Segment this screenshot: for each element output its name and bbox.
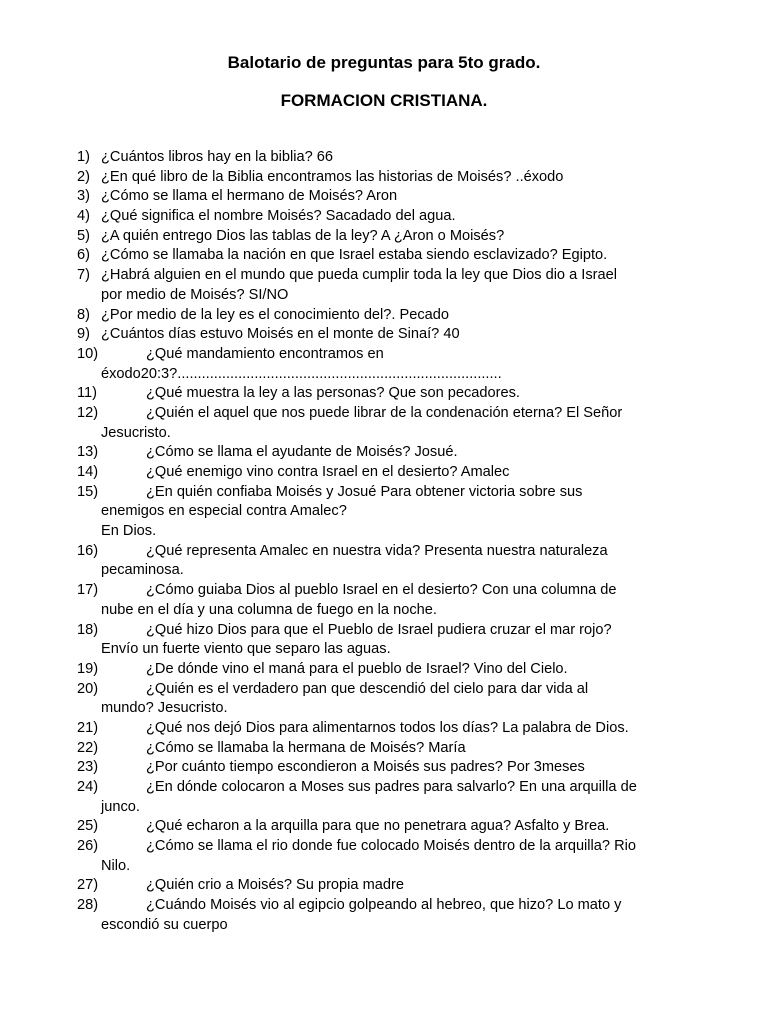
- question-item: [0, 148, 768, 168]
- question-number: 7): [77, 267, 90, 284]
- question-text-continuation: enemigos en especial contra Amalec?: [101, 503, 347, 520]
- question-number: 9): [77, 326, 90, 343]
- question-text: ¿Qué hizo Dios para que el Pueblo de Israel pudiera cruzar el mar rojo?: [146, 621, 612, 638]
- question-number: 10): [77, 345, 99, 362]
- question-number: 4): [77, 208, 90, 225]
- document-title: Balotario de preguntas para 5to grado.: [227, 53, 541, 72]
- question-text-continuation: En Dios.: [101, 523, 157, 540]
- question-number: 22): [77, 739, 99, 756]
- question-item: [0, 581, 768, 620]
- question-item: [0, 837, 768, 876]
- question-text: ¿Cómo guiaba Dios al pueblo Israel en el desierto? Con una columna de: [146, 582, 617, 599]
- question-item: [0, 384, 768, 404]
- question-item: [0, 542, 768, 581]
- question-text: ¿Quién el aquel que nos puede librar de la condenación eterna? El Señor: [146, 404, 623, 421]
- question-number: 11): [77, 385, 98, 402]
- question-text: ¿Qué mandamiento encontramos en: [146, 345, 384, 362]
- question-text: ¿Cómo se llamaba la hermana de Moisés? María: [146, 739, 466, 756]
- question-text: ¿A quién entrego Dios las tablas de la ley? A ¿Aron o Moisés?: [101, 227, 505, 244]
- question-item: [0, 207, 768, 227]
- question-item: [0, 876, 768, 896]
- question-item: [0, 306, 768, 326]
- question-item: [0, 246, 768, 266]
- question-item: [0, 404, 768, 443]
- question-number: 12): [77, 404, 99, 421]
- question-text-continuation: pecaminosa.: [101, 562, 184, 579]
- question-item: [0, 227, 768, 247]
- question-text-continuation: junco.: [101, 798, 140, 815]
- question-number: 21): [77, 719, 99, 736]
- question-text: ¿Cómo se llama el ayudante de Moisés? Josué.: [146, 444, 458, 461]
- question-item: [0, 483, 768, 542]
- question-item: [0, 660, 768, 680]
- question-number: 23): [77, 759, 99, 776]
- question-number: 6): [77, 247, 90, 264]
- question-text: ¿Quién crio a Moisés? Su propia madre: [146, 877, 404, 894]
- question-item: [0, 266, 768, 305]
- question-number: 27): [77, 877, 99, 894]
- question-text: ¿Qué significa el nombre Moisés? Sacadado del agua.: [101, 208, 456, 225]
- question-text: ¿Cuántos días estuvo Moisés en el monte de Sinaí? 40: [101, 326, 460, 343]
- question-text: ¿En qué libro de la Biblia encontramos las historias de Moisés? ..éxodo: [101, 168, 564, 185]
- question-number: 13): [77, 444, 99, 461]
- question-item: [0, 817, 768, 837]
- question-item: [0, 758, 768, 778]
- question-text: ¿Cómo se llama el hermano de Moisés? Aron: [101, 188, 398, 205]
- question-text-continuation: Jesucristo.: [101, 424, 171, 441]
- question-text: ¿Cuántos libros hay en la biblia? 66: [101, 149, 334, 165]
- question-number: 25): [77, 818, 99, 835]
- question-number: 16): [77, 542, 99, 559]
- question-text: ¿Qué enemigo vino contra Israel en el desierto? Amalec: [146, 464, 510, 480]
- document-subtitle: FORMACION CRISTIANA.: [280, 91, 488, 110]
- question-text: ¿Quién es el verdadero pan que descendió del cielo para dar vida al: [146, 680, 589, 697]
- question-item: [0, 168, 768, 188]
- question-text-continuation: éxodo20:3?................................................................................: [101, 365, 502, 382]
- question-number: 19): [77, 660, 99, 677]
- question-item: [0, 345, 768, 384]
- question-item: [0, 680, 768, 719]
- question-number: 20): [77, 680, 99, 697]
- question-text-continuation: nube en el día y una columna de fuego en la noche.: [101, 601, 437, 618]
- question-text-continuation: escondió su cuerpo: [101, 916, 228, 933]
- question-item: [0, 719, 768, 739]
- question-list: [0, 148, 768, 936]
- question-number: 18): [77, 621, 99, 638]
- question-text: ¿De dónde vino el maná para el pueblo de Israel? Vino del Cielo.: [146, 660, 568, 677]
- question-item: [0, 463, 768, 483]
- question-item: [0, 739, 768, 759]
- question-number: 8): [77, 306, 90, 323]
- question-text: ¿En dónde colocaron a Moses sus padres para salvarlo? En una arquilla de: [146, 779, 637, 795]
- question-item: [0, 621, 768, 660]
- question-text: ¿Habrá alguien en el mundo que pueda cumplir toda la ley que Dios dio a Israel: [101, 267, 617, 284]
- question-text: ¿Por cuánto tiempo escondieron a Moisés sus padres? Por 3meses: [146, 759, 585, 776]
- question-item: [0, 778, 768, 817]
- question-text: ¿Qué muestra la ley a las personas? Que son pecadores.: [146, 385, 520, 402]
- question-number: 14): [77, 464, 99, 480]
- question-text-continuation: Envío un fuerte viento que separo las aguas.: [101, 641, 391, 658]
- question-text: ¿Qué representa Amalec en nuestra vida? Presenta nuestra naturaleza: [146, 542, 608, 559]
- question-number: 3): [77, 188, 90, 205]
- question-number: 15): [77, 483, 99, 500]
- question-text-continuation: por medio de Moisés? SI/NO: [101, 286, 289, 303]
- question-number: 2): [77, 168, 90, 185]
- question-text-continuation: mundo? Jesucristo.: [101, 700, 228, 717]
- question-number: 5): [77, 227, 90, 244]
- question-number: 17): [77, 582, 99, 599]
- question-text: ¿En quién confiaba Moisés y Josué Para obtener victoria sobre sus: [146, 483, 583, 500]
- question-text: ¿Por medio de la ley es el conocimiento del?. Pecado: [101, 306, 450, 323]
- question-text: ¿Cuándo Moisés vio al egipcio golpeando al hebreo, que hizo? Lo mato y: [146, 897, 622, 914]
- question-item: [0, 896, 768, 935]
- question-text: ¿Cómo se llama el rio donde fue colocado Moisés dentro de la arquilla? Rio: [146, 838, 636, 855]
- question-item: [0, 443, 768, 463]
- question-number: 26): [77, 838, 99, 855]
- question-text-continuation: Nilo.: [101, 857, 131, 874]
- question-number: 1): [77, 149, 90, 165]
- question-item: [0, 325, 768, 345]
- question-text: ¿Qué nos dejó Dios para alimentarnos todos los días? La palabra de Dios.: [146, 719, 629, 736]
- question-text: ¿Cómo se llamaba la nación en que Israel estaba siendo esclavizado? Egipto.: [101, 247, 608, 264]
- question-number: 28): [77, 897, 99, 914]
- question-number: 24): [77, 779, 99, 795]
- question-text: ¿Qué echaron a la arquilla para que no penetrara agua? Asfalto y Brea.: [146, 818, 610, 835]
- question-item: [0, 187, 768, 207]
